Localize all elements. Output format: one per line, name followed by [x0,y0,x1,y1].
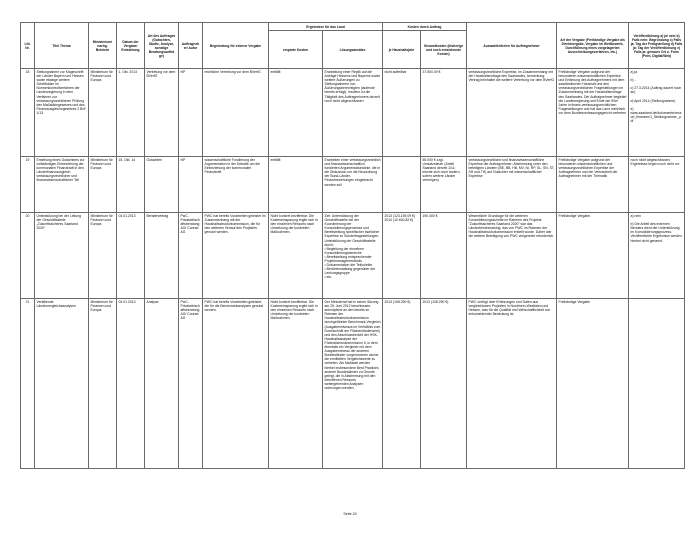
header-title: Titel Thema [35,23,89,69]
header-budget-year: je Haushaltsjahr [383,31,421,69]
row-selection: verfassungsrechtliche Expertise, im Zusammenhang mit der Haushaltsnotlage des Saarlandes, Anmerkung: Vertrag beinhaltet die weitere Vertretung vor dem BVerfG [467,69,557,157]
page-number: Seite 24 [343,512,357,516]
row-publication: a) ja b) - c) 27.3.2014 (Auftrag dauert noch an) d) April 2014 (Stellungnahme) e) www.saarland.de/dokumente/ressort_finanzen/1_Stellungnahme_.pdf [629,69,685,157]
row-solutions: Erarbeiten einer verfassungsrechtlich und finanzwissenschaftlich fundierten Argumentationslinie, die in die Diskussion um die Neuordnung der Bund-Länder-Finanzbeziehungen eingebracht werden soll [323,157,383,213]
table-row [21,213,685,299]
row-savings: entfällt [269,157,323,213]
row-type: Vertretung vor dem BVerfG [145,69,179,157]
row-reason: PWC hat bereits Vorarbeiten geleistet, die für die Benchmarkanalysen genutzt werden. [203,299,269,469]
header-savings: ersparte Kosten [269,31,323,69]
row-contractor: NP [179,69,203,157]
header-type: Art des Auftrages (Gutachten, Studie, Analyse, sonstige Beratungsaufträ ge) [145,23,179,69]
header-solutions: Lösungsansätze [323,31,383,69]
row-ministry: Ministerium für Finanzen und Europa [89,69,117,157]
row-title: Unterstützung bei der Leitung der Geschäftsstelle „Zukunftssicheres Saarland 2020“ [35,213,89,299]
row-selection: Wesentliche Grundlage für die weiteren Konsolidierungsschritte im Rahmen des Projekts "Zukunftssicheres Saarland 2020" war das Länderbenchmarking, das von PWC im Rahmen der Haushaltsstrukturkommission erstellt wurde. Daher war die weitere Beteiligung von PWC zielgerecht erforderlich. [467,213,557,299]
row-selection: verfassungsrechtliche und finanzwissenschaftliche Expertise der Auftragnehmer; Abstimmung unter den beteiligten Ländern (BE, BB, HB, MV, NI, RP, SL, SN, ST, SH und TH) auf Gutachter mit wissenschaftlicher Expertise [467,157,557,213]
row-budget-year: 2013 (108.290 €) [383,299,421,469]
header-contractor: Auftragneh er/ Autor [179,23,203,69]
row-savings: entfällt [269,69,323,157]
row-solutions: Der Ministerrat hat in seiner Sitzung am 25. Juni 2012 beschlossen, anknüpfend an den bereits im Rahmen der Haushaltsstrukturkommission durchgeführten Benchmark-Vergleich (Ausgabenniveaus im Verhältnis zum Durchschnitt der Flächenländerwest) und den Abschlussbericht der HSK-Haushaltsanalyse der Föderalismuskommission II, in dem ebenfalls ein Vergleich mit dem Ausgabenniveau der anderen Bundesländer vorgenommen wurde, die ermittelten Vergleichswerte zu vertiefen. Als Maßstab werden hierbei insbesondere Best Practices anderer Bundesländer zu Grunde gelegt, die in Abstimmung mit den betroffenen Ressorts weitergehenden Analysen unterzogen werden. [323,299,383,469]
row-date: 15. Okt. 14 [117,157,145,213]
row-title: Stellungnahme zur Klageschrift der Länder Bayern und Hessen sowie etwaige weitere Schriftsätze im Normenkontrollverfahren der Landesregierung in dem Verfahren zur verfassungsrechtlichen Prüfung des Maßstäbegesetzes und des Finanzausgleichsgesetzes 2 BvF 1/13 [35,69,89,157]
row-date: 1. Okt. 2013 [117,69,145,157]
row-reason: PWC hat bereits Vorarbeiten geleistet im Zusammenhang mit der Haushaltsstrukturkommission, die für den weiteren Verlauf des Projektes genutzt werden. [203,213,269,299]
row-nr: 18 [21,69,35,157]
row-total-costs: 55.000 € zzgl. Umsatzsteuer (Anteil Saarland derzeit 1/11; könnte sich noch ändern, sofern weitere Länder vermögen) [421,157,467,213]
header-costs-group: Kosten durch Auftrag [383,23,467,31]
row-award-type: Freihändige Vergabe aufgrund der besonderen wissenschaftlichen und verfassungsrechtlichen Expertise der Auftragnehmer und der Vertrautheit der Auftragnehmer mit der Thematik [557,157,629,213]
row-award-type: Freihändige Vergabe aufgrund der besonderen wissenschaftlichen Expertise und Erfahrung des Auftragnehmers mit dem saarländischen Haushalt und den verfassungsrechtlichen Fragestellungen im Zusammenhang mit der Haushaltsnotlage des Saarlandes. Der Auftragnehmer begleitet die Landesregierung seit Ende der 90er Jahre in finanz-verfassungsrechtlichen Fragestellungen und hat das Land mehrfach vor dem Bundesverfassungsgericht vertreten [557,69,629,157]
row-ministry: Ministerium für Finanzen und Europa [89,213,117,299]
header-results-group: Ergebnisse für das Land [269,23,383,31]
table-row [21,299,685,469]
row-publication [629,299,685,469]
row-nr: 21 [21,299,35,469]
row-contractor: PwC-Privatwirtschaftsberatung AG/ Conrad AG [179,213,203,299]
row-publication: noch nicht abgeschlossen; Ergebnisse liegen noch nicht vor [629,157,685,213]
row-date: 04.01.2013 [117,213,145,299]
row-publication: a) nein b) Die Arbeit des externen Beraters dient der Unterstützung im Konsolidierungsprozess. Veröffentlichte Ergebnisse werden hierbei nicht genannt. [629,213,685,299]
row-nr: 19 [21,157,35,213]
row-contractor: NP [179,157,203,213]
row-reason: rechtliche Vertretung vor dem BVerfG [203,69,269,157]
header-selection: Auswahlkriterien für Auftragnehmer [467,23,557,69]
row-total-costs: 2013 (108.290 €) [421,299,467,469]
row-ministry: Ministerium für Finanzen und Europa [89,299,117,469]
row-budget-year [383,157,421,213]
row-reason: wissenschaftliche Fundierung der Argumentation in der Debatte um die Einbeziehung der kommunalen Finanzkraft [203,157,269,213]
row-nr: 20 [21,213,35,299]
row-budget-year: 2013 (123.159,09 €) 2014 (10.640,82 €) [383,213,421,299]
row-savings: Nicht konkret bezifferbar. Die Kosteneinsparung ergibt sich in den einzelnen Ressorts nach Umsetzung der konkreten Maßnahmen. [269,213,323,299]
row-title: Erstellung eines Gutachtens zur vollständigen Einbeziehung der kommunalen Finanzkraft in den Länderfinanzausgleich verfassungsrechtlicher und finanzwissenschaftlicher Teil [35,157,89,213]
row-type: Gutachten [145,157,179,213]
header-nr: Lfd. Nr. [21,23,35,69]
row-selection: PWC verfügt über Erfahrungen und Daten aus vergleichbaren Projekten in Nordrhein-Westfalen und Hessen, was für die Qualität und Wirtschaftlichkeit von entscheidender Bedeutung ist. [467,299,557,469]
header-date: Datum der Vergabe/ Entstehung [117,23,145,69]
row-solutions: Erarbeitung einer Replik auf die Anträge Hessens und Bayerns sowie weitere Äußerungen zu Stellungnahmen von Äußerungsberechtigten (laufende bereits erfolgt). Insofern ist die Tätigkeit des Auftragnehmers derzeit noch nicht abgeschlossen [323,69,383,157]
header-award-type: Art der Vergabe (Freihändige Vergabe als Direktvergabe, Vergabe im Wettbewerb, Durchführung eines vorgelagerten Ausschreibungsverfahren, etc.) [557,23,629,69]
row-contractor: PwC-Privatwirtschaftsberatung AG/ Conrad AG [179,299,203,469]
row-savings: Nicht konkret bezifferbar. Die Kosteneinsparung ergibt sich in den einzelnen Ressorts nach Umsetzung der konkreten Maßnahmen. [269,299,323,469]
row-type: Beratervertrag [145,213,179,299]
contracts-table [20,22,685,469]
row-total-costs: 190.400 € [421,213,467,299]
row-solutions: Ziel: Unterstützung der Geschäftsstelle bei der Koordinierung der Konsolidierungsprozesse und Bereitstellung spezifischer fachlicher Expertise zu Sonderfragestellungen. Unterstützung der Geschäftsstelle durch: • Begleitung der einzelnen Konsolidierungsbereiche • Bereitstellung entsprechender Projektmanagementtools • Dokumentation der Teilschritte • Berichterstattung gegenüber der Lenkungsgruppe • etc. [323,213,383,299]
row-type: Analyse [145,299,179,469]
header-reason: Begründung für externe Vergabe [203,23,269,69]
header-total-costs: Gesamtkosten (bisherige und noch entstehende Kosten) [421,31,467,69]
table-row [21,157,685,213]
row-date: 04.01.2013 [117,299,145,469]
header-ministry: Ministerium/ nachg. Behörde [89,23,117,69]
table-row [21,69,685,157]
header-publication: Veröffentlichung a) ja/ nein b) Falls nein: Begründung c) Falls ja: Tag der Fertigstellung d) Falls ja: Tag der Veröffentlichung e) Falls ja: genauer Ort u. Form (Print, Digital/Web) [629,23,685,69]
row-ministry: Ministerium für Finanzen und Europa [89,157,117,213]
row-title: Verfallende Ländervergleichsanalysen [35,299,89,469]
row-award-type: Freihändige Vergabe [557,299,629,469]
row-total-costs: 37.500,00 € [421,69,467,157]
row-award-type: Freihändige Vergabe. [557,213,629,299]
row-budget-year: nicht aufteilbar [383,69,421,157]
